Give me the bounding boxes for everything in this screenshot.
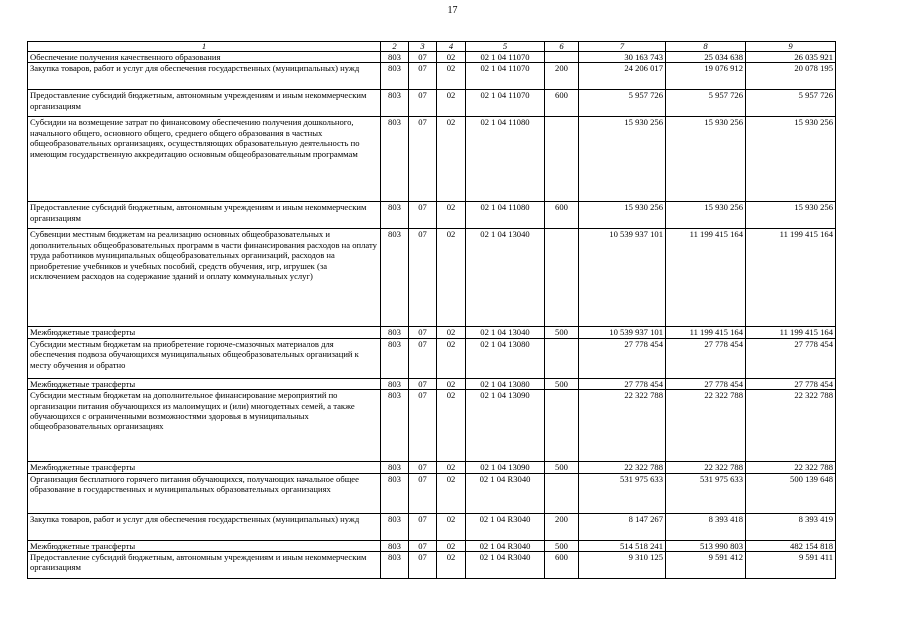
cell-amount: 15 930 256 — [579, 117, 666, 202]
cell-amount: 11 199 415 164 — [746, 327, 836, 338]
table-row — [28, 390, 836, 462]
cell-subsection: 02 — [437, 327, 466, 338]
cell-amount: 22 322 788 — [579, 390, 666, 462]
cell-expense-type — [545, 473, 579, 513]
cell-expense-type: 200 — [545, 63, 579, 90]
cell-ministry: 803 — [381, 229, 409, 327]
cell-ministry: 803 — [381, 552, 409, 579]
cell-amount: 531 975 633 — [579, 473, 666, 513]
cell-amount: 500 139 648 — [746, 473, 836, 513]
cell-amount: 9 310 125 — [579, 552, 666, 579]
column-header: 6 — [545, 42, 579, 52]
column-header: 5 — [466, 42, 545, 52]
cell-amount: 5 957 726 — [666, 90, 746, 117]
cell-expense-type — [545, 117, 579, 202]
cell-target-article: 02 1 04 13080 — [466, 338, 545, 378]
cell-amount: 19 076 912 — [666, 63, 746, 90]
cell-target-article: 02 1 04 R3040 — [466, 540, 545, 551]
cell-target-article: 02 1 04 R3040 — [466, 473, 545, 513]
cell-amount: 9 591 411 — [746, 552, 836, 579]
cell-expense-type: 500 — [545, 327, 579, 338]
cell-section: 07 — [409, 552, 437, 579]
row-name: Закупка товаров, работ и услуг для обеспечения государственных (муниципальных) нужд — [28, 513, 381, 540]
cell-amount: 27 778 454 — [746, 378, 836, 389]
table-row — [28, 52, 836, 63]
cell-expense-type: 500 — [545, 462, 579, 473]
cell-subsection: 02 — [437, 52, 466, 63]
cell-ministry: 803 — [381, 63, 409, 90]
column-header: 4 — [437, 42, 466, 52]
row-name: Межбюджетные трансферты — [28, 540, 381, 551]
cell-section: 07 — [409, 52, 437, 63]
cell-amount: 24 206 017 — [579, 63, 666, 90]
cell-section: 07 — [409, 462, 437, 473]
cell-amount: 11 199 415 164 — [666, 327, 746, 338]
cell-subsection: 02 — [437, 552, 466, 579]
cell-ministry: 803 — [381, 513, 409, 540]
cell-target-article: 02 1 04 11070 — [466, 52, 545, 63]
row-name: Межбюджетные трансферты — [28, 462, 381, 473]
cell-ministry: 803 — [381, 338, 409, 378]
cell-amount: 15 930 256 — [666, 202, 746, 229]
cell-amount: 8 393 419 — [746, 513, 836, 540]
cell-subsection: 02 — [437, 90, 466, 117]
row-name: Межбюджетные трансферты — [28, 327, 381, 338]
table-row — [28, 202, 836, 229]
cell-amount: 27 778 454 — [746, 338, 836, 378]
cell-target-article: 02 1 04 R3040 — [466, 513, 545, 540]
cell-amount: 15 930 256 — [666, 117, 746, 202]
cell-subsection: 02 — [437, 202, 466, 229]
column-header: 1 — [28, 42, 381, 52]
cell-subsection: 02 — [437, 540, 466, 551]
cell-expense-type — [545, 390, 579, 462]
cell-amount: 22 322 788 — [666, 390, 746, 462]
cell-amount: 27 778 454 — [579, 378, 666, 389]
cell-section: 07 — [409, 390, 437, 462]
table-row — [28, 327, 836, 338]
cell-target-article: 02 1 04 11080 — [466, 202, 545, 229]
cell-target-article: 02 1 04 13040 — [466, 229, 545, 327]
cell-section: 07 — [409, 378, 437, 389]
column-header: 3 — [409, 42, 437, 52]
cell-amount: 10 539 937 101 — [579, 327, 666, 338]
cell-amount: 27 778 454 — [579, 338, 666, 378]
row-name: Субсидии местным бюджетам на приобретение горюче-смазочных материалов для обеспечения подвоза обучающихся муниципальных общеобразовательных организаций к месту обучения и обратно — [28, 338, 381, 378]
row-name: Субсидии на возмещение затрат по финансовому обеспечению получения дошкольного, начального общего, основного общего, среднего общего образования в частных общеобразовательных организациях, осуществляющих образовательную деятельность по имеющим государственную аккредитацию основным общеобразовательным программам — [28, 117, 381, 202]
budget-table — [27, 41, 836, 579]
cell-expense-type: 200 — [545, 513, 579, 540]
cell-amount: 11 199 415 164 — [746, 229, 836, 327]
table-row — [28, 473, 836, 513]
cell-ministry: 803 — [381, 90, 409, 117]
cell-subsection: 02 — [437, 63, 466, 90]
column-header: 7 — [579, 42, 666, 52]
cell-ministry: 803 — [381, 473, 409, 513]
table-row — [28, 378, 836, 389]
row-name: Межбюджетные трансферты — [28, 378, 381, 389]
table-row — [28, 63, 836, 90]
cell-amount: 514 518 241 — [579, 540, 666, 551]
table-row — [28, 462, 836, 473]
cell-target-article: 02 1 04 13090 — [466, 462, 545, 473]
cell-amount: 11 199 415 164 — [666, 229, 746, 327]
cell-section: 07 — [409, 202, 437, 229]
cell-amount: 10 539 937 101 — [579, 229, 666, 327]
cell-subsection: 02 — [437, 378, 466, 389]
cell-subsection: 02 — [437, 513, 466, 540]
row-name: Организация бесплатного горячего питания обучающихся, получающих начальное общее образование в государственных и муниципальных образовательных организациях — [28, 473, 381, 513]
table-row — [28, 540, 836, 551]
cell-expense-type — [545, 338, 579, 378]
cell-section: 07 — [409, 540, 437, 551]
cell-section: 07 — [409, 338, 437, 378]
cell-amount: 22 322 788 — [746, 462, 836, 473]
cell-amount: 22 322 788 — [746, 390, 836, 462]
cell-section: 07 — [409, 513, 437, 540]
table-row — [28, 552, 836, 579]
cell-ministry: 803 — [381, 378, 409, 389]
cell-expense-type — [545, 229, 579, 327]
cell-amount: 8 147 267 — [579, 513, 666, 540]
cell-ministry: 803 — [381, 390, 409, 462]
cell-section: 07 — [409, 63, 437, 90]
row-name: Субвенции местным бюджетам на реализацию основных общеобразовательных и дополнительных общеобразовательных программ в части финансирования расходов на оплату труда работников муниципальных общеобразовательных организаций, расходов на приобретение учебников и учебных пособий, средств обучения, игр, игрушек (за исключением расходов на содержание зданий и оплату коммунальных услуг) — [28, 229, 381, 327]
row-name: Предоставление субсидий бюджетным, автономным учреждениям и иным некоммерческим организациям — [28, 90, 381, 117]
cell-expense-type: 600 — [545, 202, 579, 229]
cell-amount: 15 930 256 — [746, 117, 836, 202]
cell-target-article: 02 1 04 11070 — [466, 63, 545, 90]
cell-ministry: 803 — [381, 462, 409, 473]
cell-amount: 27 778 454 — [666, 378, 746, 389]
cell-section: 07 — [409, 90, 437, 117]
cell-ministry: 803 — [381, 327, 409, 338]
row-name: Субсидии местным бюджетам на дополнительное финансирование мероприятий по организации питания обучающихся из малоимущих и (или) многодетных семей, а также обучающихся с ограниченными возможностями здоровья в муниципальных общеобразовательных организациях — [28, 390, 381, 462]
cell-amount: 27 778 454 — [666, 338, 746, 378]
cell-expense-type — [545, 52, 579, 63]
table-row — [28, 229, 836, 327]
cell-amount: 513 990 803 — [666, 540, 746, 551]
cell-expense-type: 600 — [545, 552, 579, 579]
cell-expense-type: 500 — [545, 378, 579, 389]
cell-amount: 22 322 788 — [666, 462, 746, 473]
cell-amount: 482 154 818 — [746, 540, 836, 551]
cell-subsection: 02 — [437, 117, 466, 202]
cell-amount: 5 957 726 — [746, 90, 836, 117]
cell-subsection: 02 — [437, 229, 466, 327]
row-name: Предоставление субсидий бюджетным, автономным учреждениям и иным некоммерческим организациям — [28, 552, 381, 579]
cell-expense-type: 600 — [545, 90, 579, 117]
column-header: 9 — [746, 42, 836, 52]
cell-target-article: 02 1 04 13040 — [466, 327, 545, 338]
table-row — [28, 338, 836, 378]
cell-amount: 9 591 412 — [666, 552, 746, 579]
cell-subsection: 02 — [437, 390, 466, 462]
column-header: 8 — [666, 42, 746, 52]
cell-amount: 5 957 726 — [579, 90, 666, 117]
table-row — [28, 513, 836, 540]
column-number-row — [28, 42, 836, 52]
cell-subsection: 02 — [437, 338, 466, 378]
cell-target-article: 02 1 04 13080 — [466, 378, 545, 389]
cell-target-article: 02 1 04 11070 — [466, 90, 545, 117]
cell-ministry: 803 — [381, 52, 409, 63]
cell-ministry: 803 — [381, 540, 409, 551]
table-row — [28, 90, 836, 117]
cell-amount: 25 034 638 — [666, 52, 746, 63]
row-name: Предоставление субсидий бюджетным, автономным учреждениям и иным некоммерческим организациям — [28, 202, 381, 229]
cell-amount: 15 930 256 — [746, 202, 836, 229]
cell-target-article: 02 1 04 11080 — [466, 117, 545, 202]
cell-section: 07 — [409, 473, 437, 513]
cell-amount: 22 322 788 — [579, 462, 666, 473]
column-header: 2 — [381, 42, 409, 52]
table-row — [28, 117, 836, 202]
cell-amount: 15 930 256 — [579, 202, 666, 229]
cell-target-article: 02 1 04 13090 — [466, 390, 545, 462]
cell-section: 07 — [409, 327, 437, 338]
cell-amount: 20 078 195 — [746, 63, 836, 90]
cell-amount: 30 163 743 — [579, 52, 666, 63]
row-name: Обеспечение получения качественного образования — [28, 52, 381, 63]
cell-amount: 26 035 921 — [746, 52, 836, 63]
cell-ministry: 803 — [381, 202, 409, 229]
cell-expense-type: 500 — [545, 540, 579, 551]
cell-ministry: 803 — [381, 117, 409, 202]
cell-subsection: 02 — [437, 473, 466, 513]
cell-section: 07 — [409, 229, 437, 327]
cell-subsection: 02 — [437, 462, 466, 473]
cell-amount: 8 393 418 — [666, 513, 746, 540]
page-number: 17 — [447, 5, 458, 16]
row-name: Закупка товаров, работ и услуг для обеспечения государственных (муниципальных) нужд — [28, 63, 381, 90]
cell-section: 07 — [409, 117, 437, 202]
cell-target-article: 02 1 04 R3040 — [466, 552, 545, 579]
cell-amount: 531 975 633 — [666, 473, 746, 513]
